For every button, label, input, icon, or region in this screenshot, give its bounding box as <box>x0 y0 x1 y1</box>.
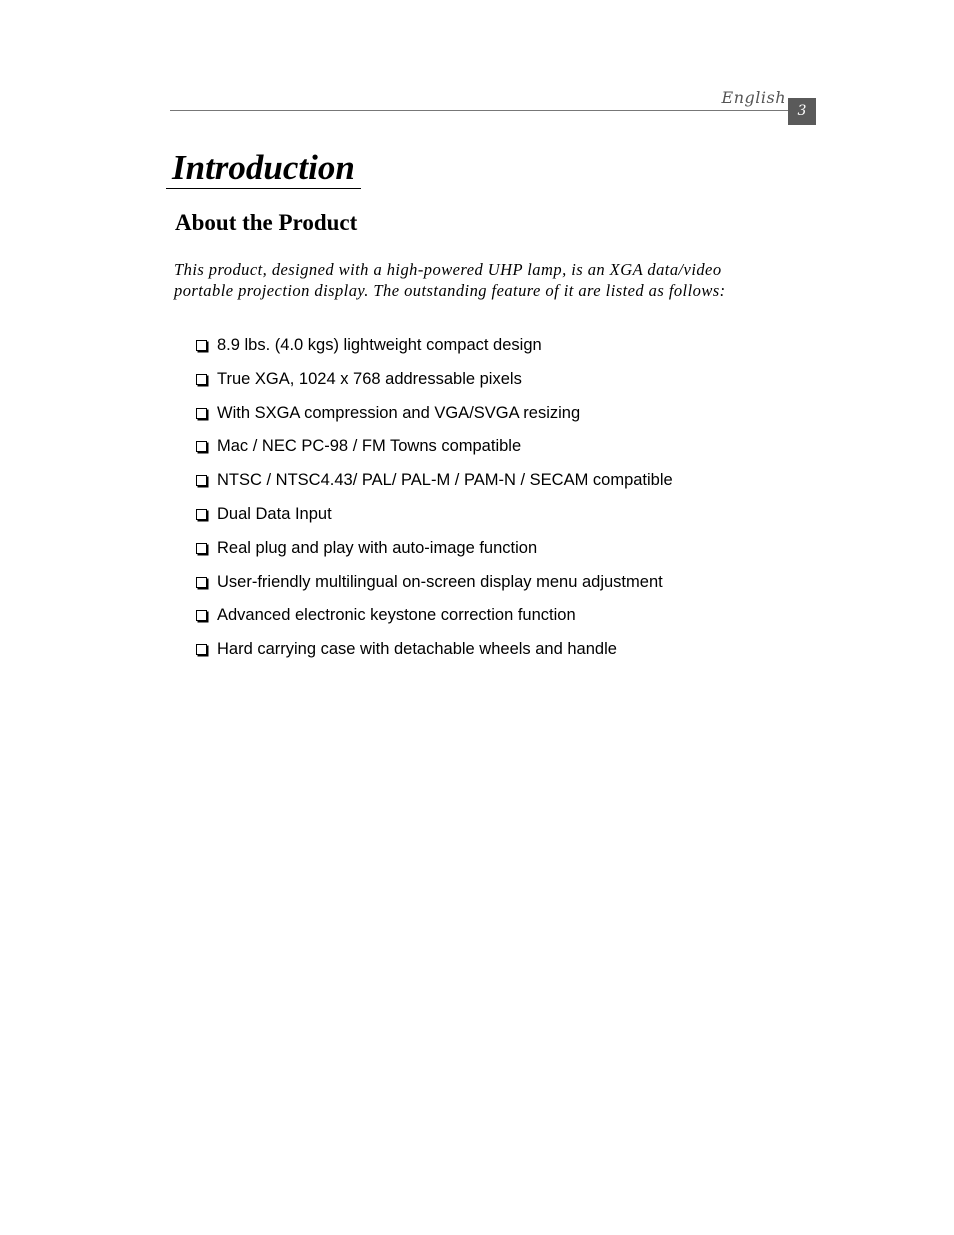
feature-item <box>196 435 673 469</box>
checkbox-square-icon <box>196 475 207 486</box>
header-divider <box>170 110 788 111</box>
feature-text: True XGA, 1024 x 768 addressable pixels <box>217 369 522 388</box>
checkbox-square-icon <box>196 441 207 452</box>
section-heading: About the Product <box>175 210 358 235</box>
checkbox-square-icon <box>196 644 207 655</box>
feature-list <box>196 334 673 672</box>
intro-line: portable projection display. The outstanding feature of it are listed as follows: <box>174 280 726 300</box>
checkbox-square-icon <box>196 340 207 351</box>
feature-text: Real plug and play with auto-image function <box>217 538 538 557</box>
checkbox-square-icon <box>196 610 207 621</box>
feature-item <box>196 469 673 503</box>
feature-item <box>196 402 673 436</box>
checkbox-square-icon <box>196 408 207 419</box>
feature-text: With SXGA compression and VGA/SVGA resizing <box>217 403 581 422</box>
intro-line: This product, designed with a high-powered UHP lamp, is an XGA data/video <box>174 260 722 279</box>
feature-item <box>196 638 673 672</box>
feature-text: 8.9 lbs. (4.0 kgs) lightweight compact design <box>217 336 542 354</box>
feature-item <box>196 571 673 605</box>
feature-item <box>196 503 673 537</box>
feature-text: Hard carrying case with detachable wheels and handle <box>217 640 617 659</box>
intro-paragraph <box>174 260 774 301</box>
feature-item <box>196 537 673 571</box>
feature-text: User-friendly multilingual on-screen display menu adjustment <box>217 572 663 591</box>
feature-text: Mac / NEC PC-98 / FM Towns compatible <box>217 437 522 456</box>
checkbox-square-icon <box>196 577 207 588</box>
page-number-badge: 3 <box>788 98 816 125</box>
feature-item <box>196 334 673 368</box>
checkbox-square-icon <box>196 509 207 520</box>
header-language-label: English <box>721 88 786 107</box>
checkbox-square-icon <box>196 374 207 385</box>
checkbox-square-icon <box>196 543 207 554</box>
feature-text: Advanced electronic keystone correction function <box>217 606 576 625</box>
feature-text: NTSC / NTSC4.43/ PAL/ PAL-M / PAM-N / SECAM compatible <box>217 471 673 490</box>
feature-item <box>196 368 673 402</box>
feature-text: Dual Data Input <box>217 504 332 523</box>
page-title: Introduction <box>166 148 361 189</box>
feature-item <box>196 604 673 638</box>
